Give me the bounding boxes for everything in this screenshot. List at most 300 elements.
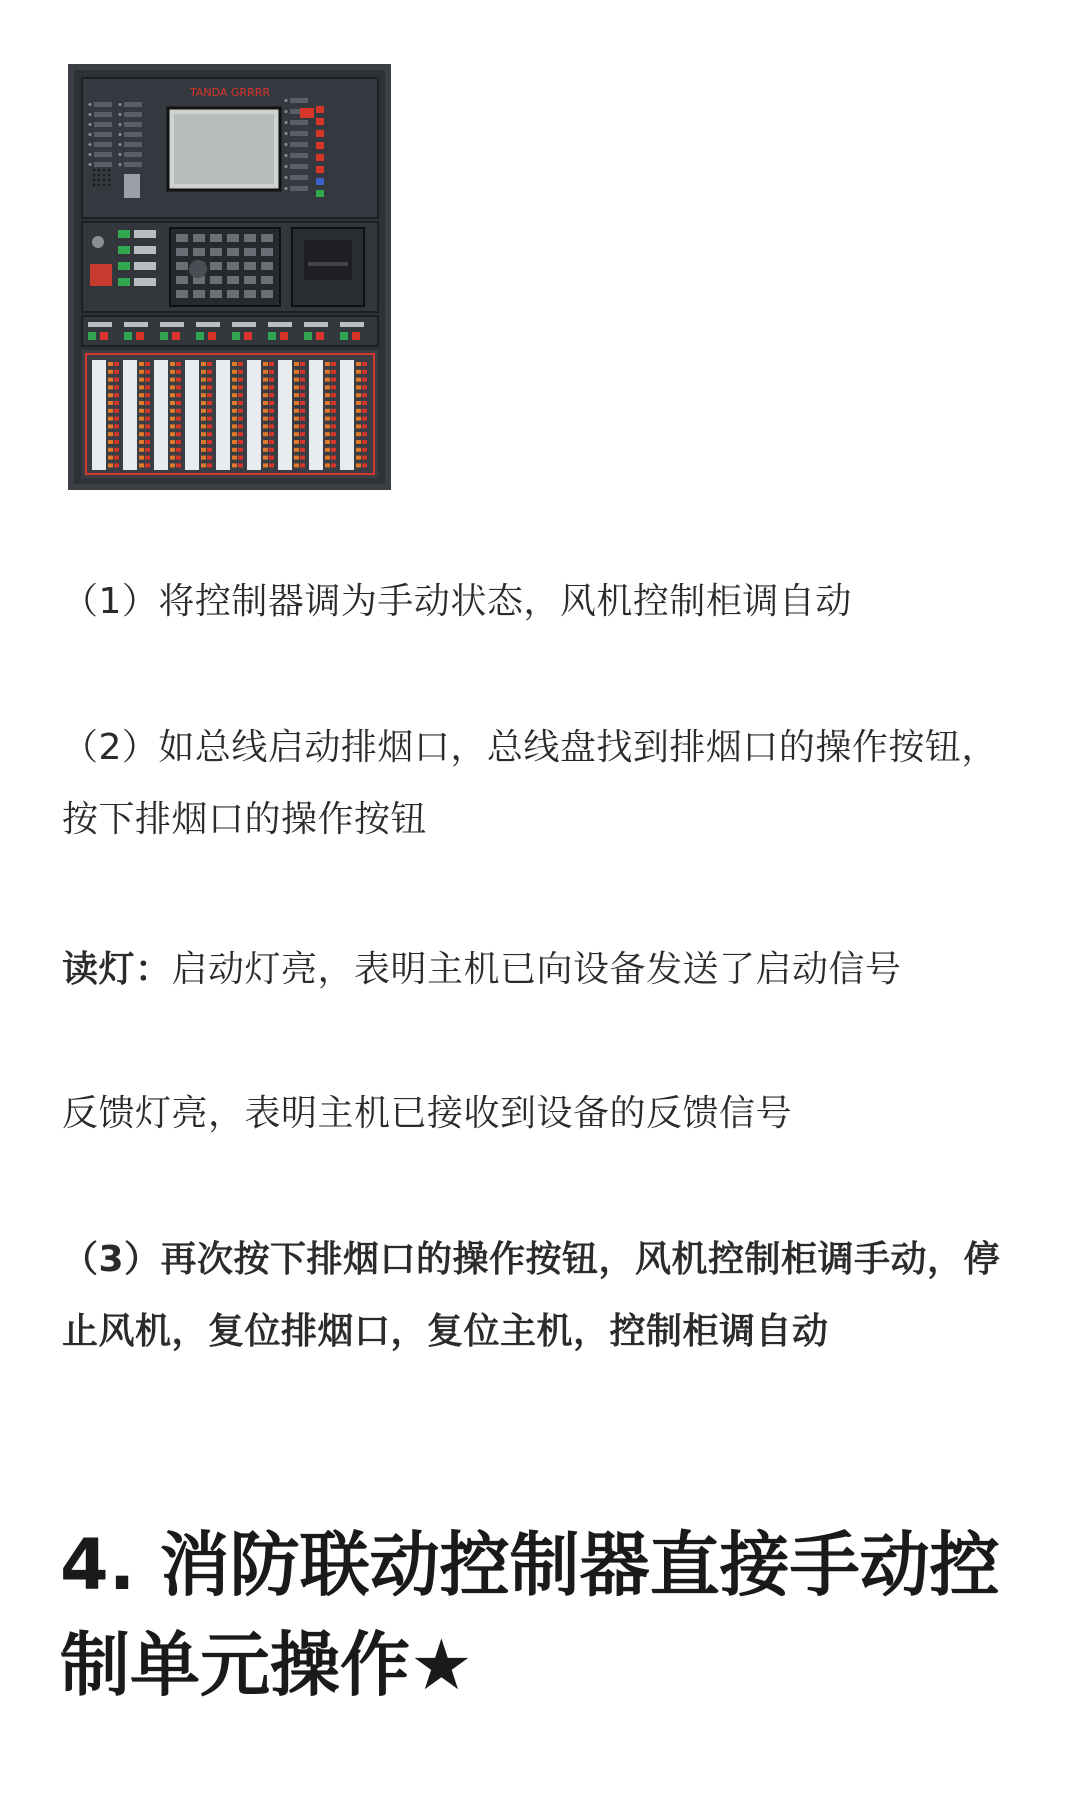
- read-lights-text: [62, 934, 1022, 1006]
- keypad-key: [210, 276, 222, 284]
- column-led: [232, 385, 237, 389]
- column-led: [114, 362, 119, 366]
- column-led: [356, 424, 361, 428]
- keypad-key: [176, 262, 188, 270]
- column-led: [263, 401, 268, 405]
- keypad-key: [244, 248, 256, 256]
- column-led: [356, 362, 361, 366]
- column-led: [145, 424, 150, 428]
- column-led: [294, 393, 299, 397]
- column-led: [238, 393, 243, 397]
- column-led: [362, 440, 367, 444]
- column-led: [238, 378, 243, 382]
- column-led: [176, 448, 181, 452]
- column-led: [170, 378, 175, 382]
- column-led: [362, 456, 367, 460]
- column-led: [145, 417, 150, 421]
- panel-key: [290, 175, 308, 180]
- keypad-key: [261, 248, 273, 256]
- column-led: [170, 409, 175, 413]
- panel-emergency-button: [90, 264, 112, 286]
- column-led: [238, 401, 243, 405]
- column-led: [232, 424, 237, 428]
- column-led: [207, 362, 212, 366]
- column-led: [108, 385, 113, 389]
- column-led: [238, 385, 243, 389]
- column-led: [325, 378, 330, 382]
- status-led: [316, 130, 324, 137]
- mid-knob: [92, 236, 104, 248]
- column-led: [362, 432, 367, 436]
- strip-red-led: [316, 332, 324, 340]
- column-led: [114, 378, 119, 382]
- column-led: [176, 456, 181, 460]
- column-led: [201, 362, 206, 366]
- column-led: [139, 385, 144, 389]
- column-led: [108, 424, 113, 428]
- column-led: [238, 448, 243, 452]
- panel-key: [290, 142, 308, 147]
- column-led: [238, 456, 243, 460]
- panel-led: [89, 113, 92, 116]
- speaker-hole: [93, 179, 96, 182]
- mid-label: [134, 230, 156, 238]
- keypad-key: [244, 234, 256, 242]
- column-led: [300, 432, 305, 436]
- column-led: [362, 378, 367, 382]
- column-led: [207, 417, 212, 421]
- column-led: [294, 370, 299, 374]
- column-led: [331, 440, 336, 444]
- column-led: [300, 370, 305, 374]
- column-led: [300, 378, 305, 382]
- strip-red-led: [352, 332, 360, 340]
- panel-key: [124, 122, 142, 127]
- panel-led: [119, 163, 122, 166]
- column-led: [356, 385, 361, 389]
- keypad-key: [176, 248, 188, 256]
- keypad-key: [261, 276, 273, 284]
- column-led: [331, 456, 336, 460]
- column-led: [238, 417, 243, 421]
- column-led: [207, 393, 212, 397]
- column-led: [294, 385, 299, 389]
- column-led: [114, 440, 119, 444]
- panel-led: [89, 133, 92, 136]
- column-led: [356, 432, 361, 436]
- panel-key-switch: [124, 174, 140, 198]
- column-led: [114, 463, 119, 467]
- keypad-key: [227, 234, 239, 242]
- status-led: [316, 106, 324, 113]
- section-heading: 4. 消防联动控制器直接手动控制单元操作★: [60, 1524, 1000, 1706]
- column-led: [362, 448, 367, 452]
- strip-green-led: [160, 332, 168, 340]
- column-label-strip: [92, 360, 106, 470]
- column-led: [108, 448, 113, 452]
- strip-green-led: [88, 332, 96, 340]
- column-led: [294, 417, 299, 421]
- column-led: [170, 417, 175, 421]
- column-led: [325, 417, 330, 421]
- column-led: [300, 393, 305, 397]
- panel-key: [94, 132, 112, 137]
- step-3-text: （3）再次按下排烟口的操作按钮，风机控制柜调手动，停止风机，复位排烟口，复位主机，控制柜调自动: [62, 1239, 1001, 1352]
- column-led: [269, 424, 274, 428]
- column-led: [263, 432, 268, 436]
- column-led: [294, 362, 299, 366]
- column-led: [331, 362, 336, 366]
- column-led: [139, 393, 144, 397]
- column-led: [238, 424, 243, 428]
- speaker-hole: [103, 169, 106, 172]
- strip-label: [160, 322, 184, 327]
- strip-red-led: [136, 332, 144, 340]
- strip-label: [124, 322, 148, 327]
- column-led: [331, 393, 336, 397]
- panel-led: [119, 113, 122, 116]
- column-led: [300, 424, 305, 428]
- column-led: [145, 456, 150, 460]
- column-led: [269, 362, 274, 366]
- column-led: [108, 370, 113, 374]
- strip-red-led: [172, 332, 180, 340]
- column-led: [170, 456, 175, 460]
- keypad-key: [244, 290, 256, 298]
- column-led: [170, 401, 175, 405]
- fire-controller-panel-photo: [68, 64, 391, 490]
- column-led: [294, 432, 299, 436]
- panel-key: [124, 162, 142, 167]
- column-led: [269, 440, 274, 444]
- column-led: [207, 456, 212, 460]
- speaker-hole: [98, 179, 101, 182]
- strip-label: [268, 322, 292, 327]
- column-led: [207, 440, 212, 444]
- speaker-hole: [108, 179, 111, 182]
- column-led: [269, 432, 274, 436]
- panel-led: [89, 153, 92, 156]
- column-led: [139, 378, 144, 382]
- column-led: [325, 409, 330, 413]
- keypad-key: [210, 262, 222, 270]
- panel-key: [94, 162, 112, 167]
- panel-key: [290, 164, 308, 169]
- column-led: [207, 463, 212, 467]
- strip-green-led: [340, 332, 348, 340]
- column-led: [232, 448, 237, 452]
- column-led: [238, 463, 243, 467]
- column-led: [232, 370, 237, 374]
- panel-brand-text: TANDA GRRRR: [189, 86, 271, 99]
- keypad-key: [176, 234, 188, 242]
- panel-led: [285, 165, 288, 168]
- column-led: [201, 393, 206, 397]
- column-led: [300, 401, 305, 405]
- column-led: [356, 417, 361, 421]
- column-led: [269, 393, 274, 397]
- panel-led: [119, 133, 122, 136]
- column-led: [114, 432, 119, 436]
- column-led: [145, 409, 150, 413]
- column-led: [176, 417, 181, 421]
- column-led: [331, 448, 336, 452]
- column-led: [139, 401, 144, 405]
- keypad-key: [176, 276, 188, 284]
- panel-led: [89, 143, 92, 146]
- column-led: [145, 440, 150, 444]
- column-led: [263, 362, 268, 366]
- strip-red-led: [208, 332, 216, 340]
- keypad-key: [176, 290, 188, 298]
- column-led: [201, 440, 206, 444]
- column-led: [331, 385, 336, 389]
- strip-label: [340, 322, 364, 327]
- column-led: [362, 362, 367, 366]
- column-led: [362, 385, 367, 389]
- column-led: [108, 409, 113, 413]
- column-led: [139, 456, 144, 460]
- panel-key: [124, 132, 142, 137]
- strip-red-led: [244, 332, 252, 340]
- column-led: [263, 385, 268, 389]
- read-lights-body: 启动灯亮，表明主机已向设备发送了启动信号: [171, 949, 902, 990]
- column-led: [269, 378, 274, 382]
- column-led: [108, 463, 113, 467]
- keypad-key: [244, 262, 256, 270]
- column-led: [325, 385, 330, 389]
- status-led: [316, 178, 324, 185]
- column-led: [176, 424, 181, 428]
- column-label-strip: [185, 360, 199, 470]
- column-led: [207, 385, 212, 389]
- column-led: [294, 456, 299, 460]
- panel-led: [119, 123, 122, 126]
- column-led: [201, 432, 206, 436]
- column-led: [269, 385, 274, 389]
- keypad-key: [227, 276, 239, 284]
- column-led: [263, 370, 268, 374]
- column-led: [362, 409, 367, 413]
- column-label-strip: [123, 360, 137, 470]
- column-led: [362, 463, 367, 467]
- keypad-key: [244, 276, 256, 284]
- strip-red-led: [280, 332, 288, 340]
- column-led: [356, 401, 361, 405]
- column-label-strip: [216, 360, 230, 470]
- column-led: [362, 393, 367, 397]
- column-led: [331, 370, 336, 374]
- column-led: [176, 463, 181, 467]
- column-led: [201, 417, 206, 421]
- speaker-hole: [108, 184, 111, 187]
- column-led: [294, 409, 299, 413]
- column-led: [201, 456, 206, 460]
- panel-key: [290, 153, 308, 158]
- column-led: [300, 448, 305, 452]
- column-led: [325, 448, 330, 452]
- column-led: [362, 424, 367, 428]
- column-led: [176, 432, 181, 436]
- column-led: [294, 424, 299, 428]
- column-led: [108, 417, 113, 421]
- status-led: [316, 154, 324, 161]
- column-led: [325, 424, 330, 428]
- column-led: [232, 401, 237, 405]
- strip-green-led: [232, 332, 240, 340]
- column-led: [207, 448, 212, 452]
- column-led: [170, 362, 175, 366]
- panel-led: [285, 176, 288, 179]
- column-led: [325, 393, 330, 397]
- panel-key: [124, 112, 142, 117]
- column-label-strip: [340, 360, 354, 470]
- column-led: [176, 440, 181, 444]
- status-led: [316, 142, 324, 149]
- column-led: [232, 393, 237, 397]
- keypad-key: [210, 290, 222, 298]
- column-led: [300, 440, 305, 444]
- keypad-key: [227, 290, 239, 298]
- column-led: [263, 417, 268, 421]
- column-led: [331, 409, 336, 413]
- column-led: [232, 378, 237, 382]
- column-led: [356, 393, 361, 397]
- column-led: [356, 370, 361, 374]
- status-label: [300, 108, 314, 118]
- column-led: [139, 440, 144, 444]
- strip-green-led: [196, 332, 204, 340]
- panel-key: [94, 142, 112, 147]
- status-led: [316, 118, 324, 125]
- panel-key: [290, 120, 308, 125]
- panel-led: [285, 143, 288, 146]
- column-led: [201, 385, 206, 389]
- panel-key: [124, 142, 142, 147]
- column-led: [145, 463, 150, 467]
- strip-label: [88, 322, 112, 327]
- column-led: [207, 424, 212, 428]
- column-led: [114, 385, 119, 389]
- column-led: [331, 463, 336, 467]
- column-led: [139, 370, 144, 374]
- column-led: [269, 456, 274, 460]
- column-led: [263, 448, 268, 452]
- column-led: [362, 401, 367, 405]
- speaker-hole: [98, 169, 101, 172]
- column-led: [170, 448, 175, 452]
- column-led: [176, 401, 181, 405]
- speaker-hole: [108, 169, 111, 172]
- column-led: [325, 401, 330, 405]
- column-led: [300, 417, 305, 421]
- column-led: [356, 440, 361, 444]
- read-lights-label: 读灯：: [62, 949, 172, 990]
- column-led: [108, 456, 113, 460]
- column-led: [331, 432, 336, 436]
- panel-led: [89, 163, 92, 166]
- column-led: [108, 401, 113, 405]
- column-led: [201, 401, 206, 405]
- column-led: [114, 448, 119, 452]
- panel-led: [285, 121, 288, 124]
- column-led: [108, 432, 113, 436]
- column-led: [325, 432, 330, 436]
- column-led: [263, 393, 268, 397]
- mid-green-led: [118, 262, 130, 270]
- column-led: [201, 424, 206, 428]
- column-led: [356, 448, 361, 452]
- column-led: [269, 409, 274, 413]
- panel-led: [285, 110, 288, 113]
- column-led: [170, 424, 175, 428]
- column-led: [170, 370, 175, 374]
- column-led: [232, 362, 237, 366]
- column-led: [139, 362, 144, 366]
- panel-key: [124, 102, 142, 107]
- column-led: [145, 393, 150, 397]
- mid-green-led: [118, 230, 130, 238]
- column-led: [145, 432, 150, 436]
- status-led: [316, 190, 324, 197]
- column-label-strip: [247, 360, 261, 470]
- feedback-text: 反馈灯亮，表明主机已接收到设备的反馈信号: [62, 1093, 793, 1134]
- column-led: [207, 401, 212, 405]
- column-led: [325, 362, 330, 366]
- column-led: [114, 409, 119, 413]
- column-led: [300, 409, 305, 413]
- speaker-hole: [93, 169, 96, 172]
- panel-key: [94, 152, 112, 157]
- panel-led: [285, 132, 288, 135]
- column-led: [145, 378, 150, 382]
- column-led: [269, 448, 274, 452]
- strip-green-led: [268, 332, 276, 340]
- panel-key: [290, 98, 308, 103]
- column-led: [139, 463, 144, 467]
- column-led: [108, 362, 113, 366]
- column-led: [294, 463, 299, 467]
- column-led: [207, 432, 212, 436]
- panel-led: [89, 103, 92, 106]
- column-led: [207, 370, 212, 374]
- column-led: [170, 463, 175, 467]
- column-led: [362, 370, 367, 374]
- speaker-hole: [98, 184, 101, 187]
- keypad-key: [210, 248, 222, 256]
- column-led: [325, 370, 330, 374]
- column-led: [114, 393, 119, 397]
- column-led: [238, 409, 243, 413]
- column-led: [201, 448, 206, 452]
- column-led: [238, 432, 243, 436]
- column-led: [263, 378, 268, 382]
- column-led: [139, 417, 144, 421]
- column-led: [170, 440, 175, 444]
- column-led: [114, 424, 119, 428]
- speaker-hole: [93, 184, 96, 187]
- strip-label: [196, 322, 220, 327]
- keypad-key: [193, 248, 205, 256]
- strip-green-led: [124, 332, 132, 340]
- column-led: [139, 432, 144, 436]
- column-led: [331, 424, 336, 428]
- panel-key: [124, 152, 142, 157]
- column-led: [263, 463, 268, 467]
- column-led: [331, 401, 336, 405]
- column-led: [108, 440, 113, 444]
- column-led: [176, 362, 181, 366]
